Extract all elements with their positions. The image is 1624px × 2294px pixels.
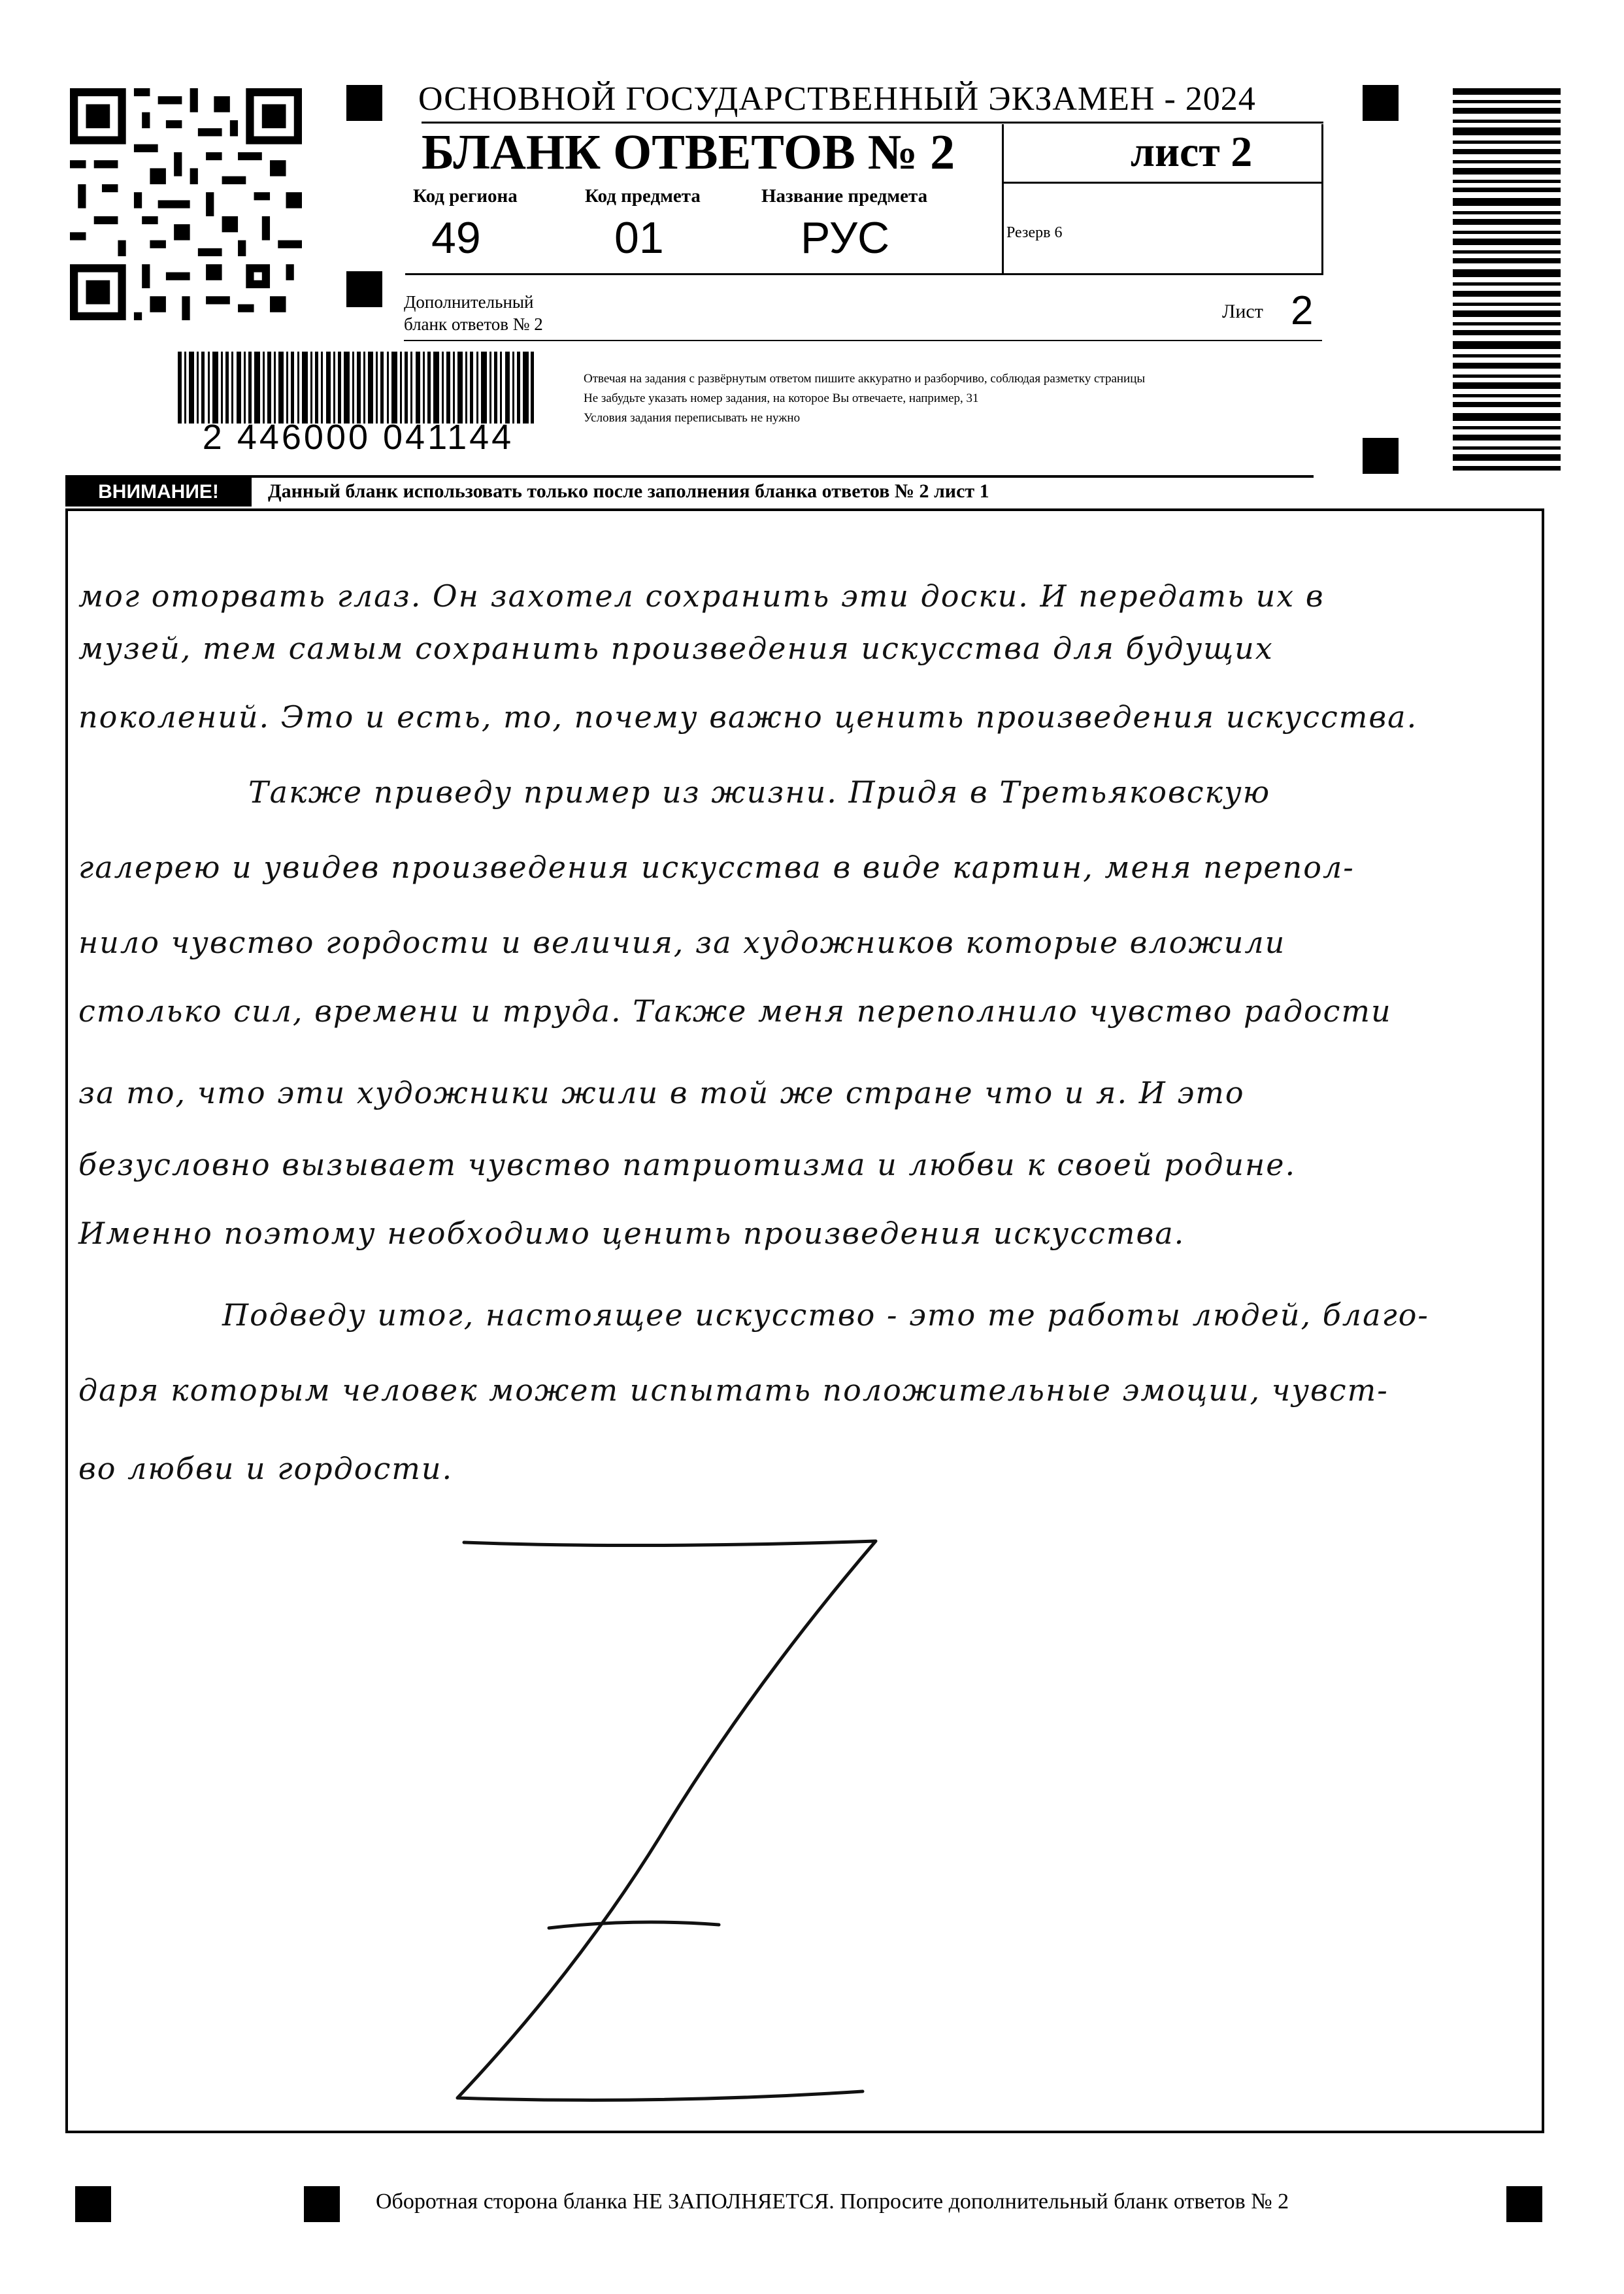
title-underline xyxy=(422,122,1323,124)
qr-code-icon xyxy=(70,88,302,320)
list-value: 2 xyxy=(1291,288,1314,333)
instructions xyxy=(584,369,1145,428)
exam-title: ОСНОВНОЙ ГОСУДАРСТВЕННЫЙ ЭКЗАМЕН - 2024 xyxy=(418,80,1256,118)
barcode-number: 2 446000 041144 xyxy=(202,418,514,457)
answer-line: во любви и гордости. xyxy=(78,1451,454,1486)
sheet-label: лист 2 xyxy=(1131,128,1253,176)
answer-line: мог оторвать глаз. Он захотел сохранить эти доски. И передать их в xyxy=(78,578,1325,614)
instruction-line-2: Не забудьте указать номер задания, на которое Вы отвечаете, например, 31 xyxy=(584,391,979,405)
subject-name-label: Название предмета xyxy=(761,186,928,207)
subject-name-value: РУС xyxy=(801,213,890,263)
alignment-marker-bottom-1 xyxy=(75,2186,111,2222)
answer-line: Именно поэтому необходимо ценить произведения искусства. xyxy=(78,1216,1185,1251)
region-code-label: Код региона xyxy=(413,186,518,207)
additional-blank-line xyxy=(404,340,1322,341)
region-code-value: 49 xyxy=(431,213,481,263)
answer-line: столько сил, времени и труда. Также меня переполнило чувство радости xyxy=(78,993,1392,1029)
answer-line: за то, что эти художники жили в той же стране что и я. И это xyxy=(78,1075,1245,1110)
alignment-marker-top-left xyxy=(346,85,382,121)
answer-line: галерею и увидев произведения искусства в виде картин, меня перепол- xyxy=(78,850,1355,885)
subject-code-value: 01 xyxy=(614,213,664,263)
subject-code-label: Код предмета xyxy=(585,186,701,207)
footer-notice: Оборотная сторона бланка НЕ ЗАПОЛНЯЕТСЯ. Попросите дополнительный бланк ответов № 2 xyxy=(376,2189,1289,2214)
z-crossout-mark xyxy=(444,1529,915,2111)
alignment-marker-mid-left xyxy=(346,271,382,307)
answer-line: Также приведу пример из жизни. Придя в Третьяковскую xyxy=(248,774,1271,810)
alignment-marker-mid-right xyxy=(1363,438,1399,474)
blank-title: БЛАНК ОТВЕТОВ № 2 xyxy=(422,125,955,180)
alignment-marker-top-right xyxy=(1363,85,1399,121)
instruction-line-3: Условия задания переписывать не нужно xyxy=(584,411,801,425)
header-bottom-line xyxy=(405,273,1323,275)
barcode-icon xyxy=(178,352,534,424)
header-row-line xyxy=(1002,182,1323,184)
list-label: Лист xyxy=(1222,301,1263,322)
warning-text: Данный бланк использовать только после заполнения бланка ответов № 2 лист 1 xyxy=(268,480,989,502)
reserve-label: Резерв 6 xyxy=(1006,224,1063,241)
header-right-border xyxy=(1321,124,1323,274)
answer-line: поколений. Это и есть, то, почему важно ценить произведения искусства. xyxy=(78,699,1418,735)
answer-line: музей, тем самым сохранить произведения искусства для будущих xyxy=(78,631,1274,666)
warning-badge: ВНИМАНИЕ! xyxy=(65,478,252,507)
answer-line: даря которым человек может испытать положительные эмоции, чувст- xyxy=(78,1372,1389,1408)
instruction-line-1: Отвечая на задания с развёрнутым ответом пишите аккуратно и разборчиво, соблюдая разметку страницы xyxy=(584,372,1146,386)
answer-line: Подведу итог, настоящее искусство - это те работы людей, благо- xyxy=(222,1297,1429,1333)
warning-bar xyxy=(65,475,1314,478)
side-barcode-icon xyxy=(1453,88,1561,471)
additional-blank-line-1: Дополнительный xyxy=(404,292,534,312)
header-divider xyxy=(1002,124,1004,274)
additional-blank-label xyxy=(404,291,543,335)
alignment-marker-bottom-2 xyxy=(304,2186,340,2222)
additional-blank-line-2: бланк ответов № 2 xyxy=(404,314,543,334)
answer-line: безусловно вызывает чувство патриотизма и любви к своей родине. xyxy=(78,1147,1297,1182)
alignment-marker-bottom-3 xyxy=(1506,2186,1542,2222)
answer-line: нило чувство гордости и величия, за художников которые вложили xyxy=(78,925,1286,960)
